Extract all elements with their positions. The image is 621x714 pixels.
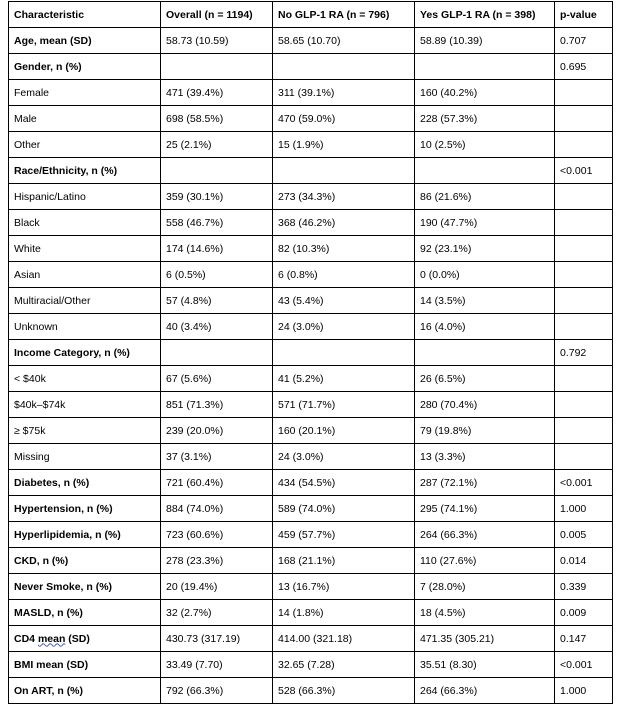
cell-overall: 698 (58.5%) — [161, 106, 273, 132]
cell-p-value — [555, 288, 613, 314]
header-yes-glp1: Yes GLP-1 RA (n = 398) — [415, 2, 555, 28]
header-p-value: p-value — [555, 2, 613, 28]
cell-overall: 851 (71.3%) — [161, 392, 273, 418]
row-label: CKD, n (%) — [9, 548, 161, 574]
cell-yes-glp1: 295 (74.1%) — [415, 496, 555, 522]
cell-yes-glp1: 110 (27.6%) — [415, 548, 555, 574]
cell-yes-glp1: 58.89 (10.39) — [415, 28, 555, 54]
cell-no-glp1: 6 (0.8%) — [273, 262, 415, 288]
cell-yes-glp1: 10 (2.5%) — [415, 132, 555, 158]
cell-p-value — [555, 314, 613, 340]
cell-overall: 884 (74.0%) — [161, 496, 273, 522]
header-row — [9, 2, 613, 28]
table-row — [9, 288, 613, 314]
cell-p-value — [555, 236, 613, 262]
header-no-glp1: No GLP-1 RA (n = 796) — [273, 2, 415, 28]
row-label: On ART, n (%) — [9, 678, 161, 704]
table-row — [9, 418, 613, 444]
cell-yes-glp1: 86 (21.6%) — [415, 184, 555, 210]
cell-overall: 471 (39.4%) — [161, 80, 273, 106]
table-row — [9, 678, 613, 704]
cell-p-value — [555, 210, 613, 236]
cell-p-value — [555, 418, 613, 444]
cell-no-glp1: 459 (57.7%) — [273, 522, 415, 548]
table-row — [9, 80, 613, 106]
cell-overall: 278 (23.3%) — [161, 548, 273, 574]
row-label: $40k–$74k — [9, 392, 161, 418]
cell-overall: 174 (14.6%) — [161, 236, 273, 262]
cell-yes-glp1 — [415, 54, 555, 80]
row-label: Race/Ethnicity, n (%) — [9, 158, 161, 184]
row-label: BMI mean (SD) — [9, 652, 161, 678]
cell-no-glp1: 32.65 (7.28) — [273, 652, 415, 678]
cell-yes-glp1: 79 (19.8%) — [415, 418, 555, 444]
cell-p-value: <0.001 — [555, 158, 613, 184]
cell-overall: 25 (2.1%) — [161, 132, 273, 158]
cell-no-glp1: 13 (16.7%) — [273, 574, 415, 600]
cell-no-glp1: 24 (3.0%) — [273, 314, 415, 340]
cell-overall: 32 (2.7%) — [161, 600, 273, 626]
table-row — [9, 28, 613, 54]
cell-overall — [161, 54, 273, 80]
cell-overall: 33.49 (7.70) — [161, 652, 273, 678]
cell-yes-glp1 — [415, 340, 555, 366]
cell-yes-glp1: 13 (3.3%) — [415, 444, 555, 470]
table-row — [9, 548, 613, 574]
cell-no-glp1: 58.65 (10.70) — [273, 28, 415, 54]
cell-p-value: 0.792 — [555, 340, 613, 366]
cell-overall: 6 (0.5%) — [161, 262, 273, 288]
cell-overall: 430.73 (317.19) — [161, 626, 273, 652]
cell-overall: 792 (66.3%) — [161, 678, 273, 704]
row-label: Hyperlipidemia, n (%) — [9, 522, 161, 548]
cell-no-glp1: 43 (5.4%) — [273, 288, 415, 314]
cell-no-glp1: 470 (59.0%) — [273, 106, 415, 132]
cell-yes-glp1: 280 (70.4%) — [415, 392, 555, 418]
row-label: CD4 mean (SD) — [9, 626, 161, 652]
table-row — [9, 236, 613, 262]
cell-yes-glp1: 0 (0.0%) — [415, 262, 555, 288]
cell-overall: 40 (3.4%) — [161, 314, 273, 340]
table-row — [9, 392, 613, 418]
table-row — [9, 652, 613, 678]
cell-no-glp1: 528 (66.3%) — [273, 678, 415, 704]
row-label: MASLD, n (%) — [9, 600, 161, 626]
cell-overall: 558 (46.7%) — [161, 210, 273, 236]
table-row — [9, 184, 613, 210]
header-characteristic: Characteristic — [9, 2, 161, 28]
row-label: Missing — [9, 444, 161, 470]
cell-overall — [161, 340, 273, 366]
row-label: Hypertension, n (%) — [9, 496, 161, 522]
cell-p-value — [555, 444, 613, 470]
row-label: Income Category, n (%) — [9, 340, 161, 366]
cell-p-value — [555, 262, 613, 288]
cell-yes-glp1: 16 (4.0%) — [415, 314, 555, 340]
cell-p-value — [555, 392, 613, 418]
cell-p-value: 0.009 — [555, 600, 613, 626]
row-label: Age, mean (SD) — [9, 28, 161, 54]
table-row — [9, 522, 613, 548]
cell-no-glp1 — [273, 54, 415, 80]
cell-no-glp1: 571 (71.7%) — [273, 392, 415, 418]
row-label: < $40k — [9, 366, 161, 392]
cell-no-glp1: 311 (39.1%) — [273, 80, 415, 106]
cell-yes-glp1 — [415, 158, 555, 184]
table-row — [9, 600, 613, 626]
table-row — [9, 574, 613, 600]
row-label: Male — [9, 106, 161, 132]
cell-p-value — [555, 132, 613, 158]
table-row — [9, 626, 613, 652]
table-row — [9, 470, 613, 496]
cell-p-value: <0.001 — [555, 470, 613, 496]
table-row — [9, 366, 613, 392]
cell-overall: 58.73 (10.59) — [161, 28, 273, 54]
cell-yes-glp1: 228 (57.3%) — [415, 106, 555, 132]
table-row — [9, 314, 613, 340]
cell-no-glp1: 14 (1.8%) — [273, 600, 415, 626]
cell-p-value — [555, 80, 613, 106]
cell-yes-glp1: 190 (47.7%) — [415, 210, 555, 236]
table-row — [9, 132, 613, 158]
cell-no-glp1: 15 (1.9%) — [273, 132, 415, 158]
cell-p-value: <0.001 — [555, 652, 613, 678]
table-row — [9, 210, 613, 236]
cell-p-value — [555, 366, 613, 392]
table-row — [9, 444, 613, 470]
header-overall: Overall (n = 1194) — [161, 2, 273, 28]
cell-no-glp1: 273 (34.3%) — [273, 184, 415, 210]
cell-no-glp1: 82 (10.3%) — [273, 236, 415, 262]
cell-p-value — [555, 106, 613, 132]
cell-p-value: 0.005 — [555, 522, 613, 548]
cell-overall: 37 (3.1%) — [161, 444, 273, 470]
cell-yes-glp1: 471.35 (305.21) — [415, 626, 555, 652]
cell-yes-glp1: 18 (4.5%) — [415, 600, 555, 626]
row-label: Black — [9, 210, 161, 236]
cell-no-glp1: 434 (54.5%) — [273, 470, 415, 496]
table-row — [9, 106, 613, 132]
cell-yes-glp1: 35.51 (8.30) — [415, 652, 555, 678]
cell-no-glp1: 368 (46.2%) — [273, 210, 415, 236]
row-label: Female — [9, 80, 161, 106]
row-label: Unknown — [9, 314, 161, 340]
cell-yes-glp1: 160 (40.2%) — [415, 80, 555, 106]
row-label: Never Smoke, n (%) — [9, 574, 161, 600]
cell-yes-glp1: 287 (72.1%) — [415, 470, 555, 496]
cell-no-glp1: 168 (21.1%) — [273, 548, 415, 574]
cell-yes-glp1: 264 (66.3%) — [415, 678, 555, 704]
cell-p-value — [555, 184, 613, 210]
cell-p-value: 1.000 — [555, 496, 613, 522]
spellcheck-underline: mean — [37, 632, 66, 645]
cell-p-value: 0.707 — [555, 28, 613, 54]
cell-no-glp1 — [273, 158, 415, 184]
cell-overall: 723 (60.6%) — [161, 522, 273, 548]
cell-overall: 239 (20.0%) — [161, 418, 273, 444]
cell-no-glp1: 414.00 (321.18) — [273, 626, 415, 652]
cell-yes-glp1: 7 (28.0%) — [415, 574, 555, 600]
cell-no-glp1 — [273, 340, 415, 366]
cell-overall: 67 (5.6%) — [161, 366, 273, 392]
cell-p-value: 0.147 — [555, 626, 613, 652]
row-label: Diabetes, n (%) — [9, 470, 161, 496]
cell-overall: 57 (4.8%) — [161, 288, 273, 314]
cell-no-glp1: 160 (20.1%) — [273, 418, 415, 444]
table-row — [9, 54, 613, 80]
cell-yes-glp1: 14 (3.5%) — [415, 288, 555, 314]
cell-no-glp1: 589 (74.0%) — [273, 496, 415, 522]
row-label: Other — [9, 132, 161, 158]
table-row — [9, 340, 613, 366]
cell-overall: 721 (60.4%) — [161, 470, 273, 496]
table-row — [9, 496, 613, 522]
cell-no-glp1: 24 (3.0%) — [273, 444, 415, 470]
cell-yes-glp1: 26 (6.5%) — [415, 366, 555, 392]
cell-yes-glp1: 264 (66.3%) — [415, 522, 555, 548]
cell-no-glp1: 41 (5.2%) — [273, 366, 415, 392]
cell-overall: 359 (30.1%) — [161, 184, 273, 210]
table-row — [9, 158, 613, 184]
cell-p-value: 0.339 — [555, 574, 613, 600]
table-row — [9, 262, 613, 288]
cell-p-value: 0.695 — [555, 54, 613, 80]
row-label: Gender, n (%) — [9, 54, 161, 80]
baseline-characteristics-table — [8, 1, 613, 704]
cell-p-value: 0.014 — [555, 548, 613, 574]
row-label: ≥ $75k — [9, 418, 161, 444]
cell-overall — [161, 158, 273, 184]
cell-yes-glp1: 92 (23.1%) — [415, 236, 555, 262]
row-label: White — [9, 236, 161, 262]
cell-overall: 20 (19.4%) — [161, 574, 273, 600]
table-body — [9, 28, 613, 704]
row-label: Asian — [9, 262, 161, 288]
row-label: Multiracial/Other — [9, 288, 161, 314]
row-label: Hispanic/Latino — [9, 184, 161, 210]
cell-p-value: 1.000 — [555, 678, 613, 704]
